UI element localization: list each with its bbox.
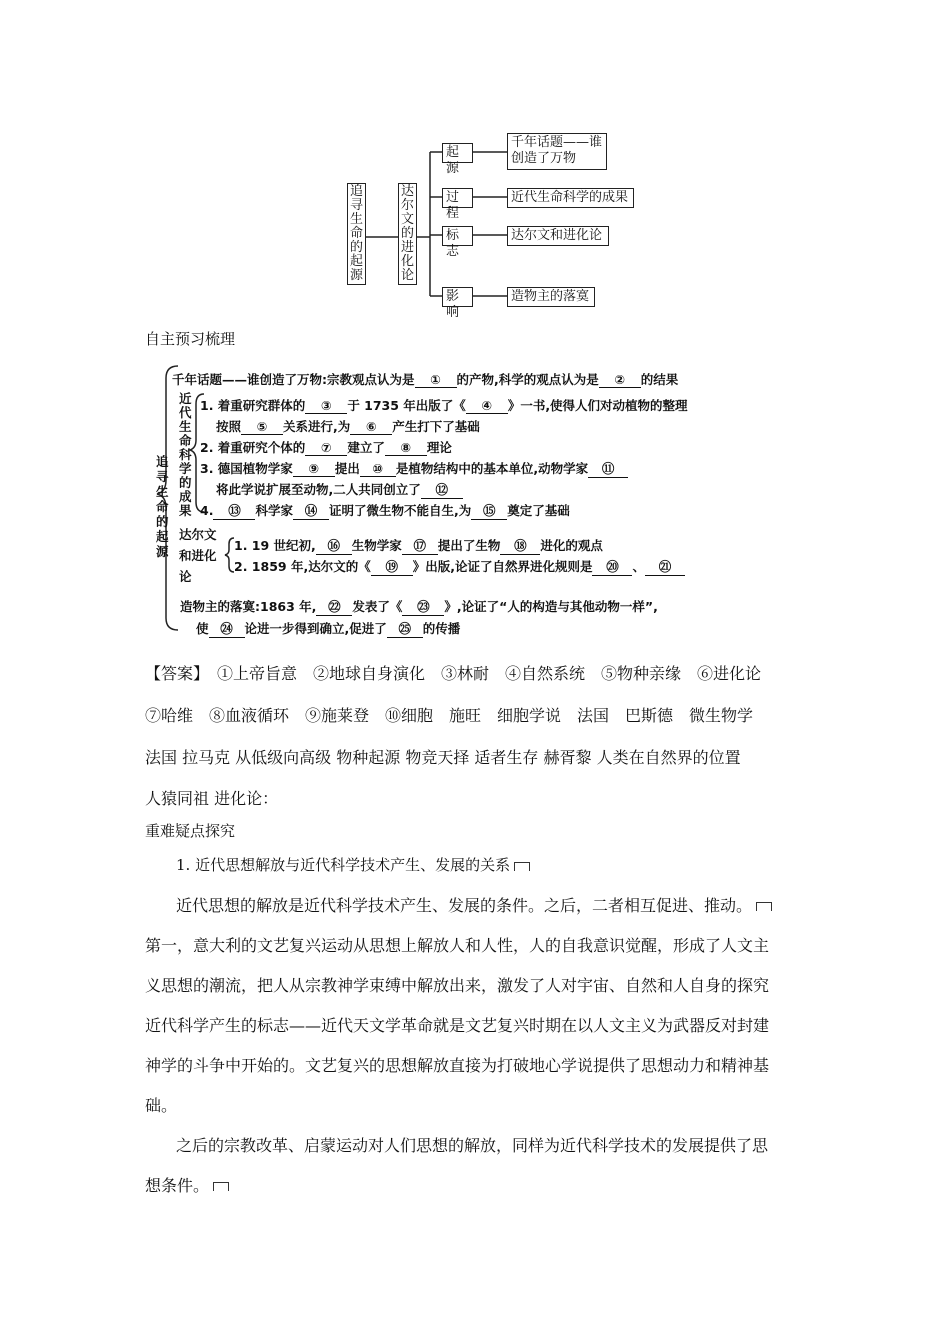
paragraph-2-line-5: 础。	[145, 1096, 178, 1115]
item1-title-text: 1. 近代思想解放与近代科学技术产生、发展的关系	[176, 856, 511, 874]
section-heading-explore: 重难疑点探究	[145, 822, 236, 840]
row-5-text4: 进化的观点	[540, 538, 603, 553]
branch-symbol-label: 标志	[442, 226, 473, 246]
row-1b	[216, 417, 480, 435]
row-7-text2: 发表了《	[352, 599, 403, 614]
row-8	[196, 619, 460, 638]
blank-10[interactable]: ⑩	[360, 461, 396, 477]
row-7-text1: 造物主的落寞:1863 年,	[180, 599, 317, 614]
row-1a-text3: 》一书,使得人们对动植物的整理	[507, 398, 688, 413]
row-topic-text3: 的结果	[640, 372, 679, 387]
branch-impact-label: 影响	[442, 287, 473, 307]
blank-17[interactable]: ⑰	[402, 536, 438, 555]
row-1a	[200, 396, 688, 414]
row-1b-text2: 关系进行,为	[283, 419, 351, 434]
blank-8[interactable]: ⑧	[385, 440, 427, 456]
darwin-label-line3: 论	[179, 569, 192, 584]
paragraph-mark-icon	[213, 1182, 229, 1191]
blank-3[interactable]: ③	[305, 398, 347, 414]
fill-map-root: 追 寻 生 命 的 起 源	[156, 454, 169, 559]
blank-1[interactable]: ①	[415, 372, 457, 388]
answer-line-3: 法国 拉马克 从低级向高级 物种起源 物竞天择 适者生存 赫胥黎 人类在自然界的位置	[145, 748, 741, 767]
row-1b-text3: 产生打下了基础	[392, 419, 480, 434]
blank-25[interactable]: ㉕	[387, 619, 423, 638]
row-1a-text2: 于 1735 年出版了《	[347, 398, 466, 413]
row-2-text1: 2. 着重研究个体的	[200, 440, 306, 455]
row-4-text2: 科学家	[255, 503, 293, 518]
row-8-text3: 的传播	[422, 621, 461, 636]
row-1a-text1: 1. 着重研究群体的	[200, 398, 306, 413]
blank-23[interactable]: ㉓	[402, 597, 444, 616]
row-3b-text1: 将此学说扩展至动物,二人共同创立了	[216, 482, 421, 497]
branch-impact-content: 造物主的落寞	[507, 287, 595, 307]
row-topic	[172, 370, 678, 388]
answer-line-4: 人猿同祖 进化论：	[145, 789, 279, 808]
row-2-text3: 理论	[426, 440, 452, 455]
section-heading-preview: 自主预习梳理	[145, 330, 236, 348]
branch-origin-label: 起源	[442, 143, 473, 163]
blank-22[interactable]: ㉒	[316, 597, 352, 616]
row-5-text1: 1. 19 世纪初,	[234, 538, 316, 553]
row-3a-text3: 是植物结构中的基本单位,动物学家	[395, 461, 589, 476]
paragraph-2-line-1: 第一，意大利的文艺复兴运动从思想上解放人和人性，人的自我意识觉醒，形成了人文主	[145, 936, 770, 955]
map-root-text: 追 寻 生 命 的 起 源	[349, 184, 363, 283]
blank-14[interactable]: ⑭	[293, 501, 329, 520]
paragraph-3-line-1: 之后的宗教改革、启蒙运动对人们思想的解放，同样为近代科学技术的发展提供了思	[176, 1136, 769, 1155]
item1-title	[176, 854, 530, 875]
blank-2[interactable]: ②	[599, 372, 641, 388]
blank-20[interactable]: ⑳	[592, 557, 632, 576]
row-7	[180, 597, 658, 616]
branch-process-content: 近代生命科学的成果	[507, 188, 634, 208]
blank-18[interactable]: ⑱	[500, 536, 540, 555]
branch-symbol-content: 达尔文和进化论	[507, 226, 609, 246]
row-3a-text1: 3. 德国植物学家	[200, 461, 293, 476]
row-4	[200, 501, 570, 520]
paragraph-3-line-2-text: 想条件。	[145, 1176, 210, 1195]
branch-origin-line1: 千年话题——谁	[511, 135, 603, 150]
paragraph-2-line-3: 近代科学产生的标志——近代天文学革命就是文艺复兴时期在以人文主义为武器反对封建	[145, 1016, 770, 1035]
branch-origin-content	[507, 133, 607, 170]
row-topic-text1: 千年话题——谁创造了万物:宗教观点认为是	[172, 372, 415, 387]
blank-19[interactable]: ⑲	[371, 557, 413, 576]
blank-15[interactable]: ⑮	[471, 501, 507, 520]
row-3a	[200, 459, 628, 478]
row-4-text1: 4.	[200, 503, 214, 518]
blank-11[interactable]: ⑪	[588, 459, 628, 478]
concept-map-connectors	[0, 0, 950, 320]
row-1b-text1: 按照	[216, 419, 242, 434]
row-8-text1: 使	[196, 621, 209, 636]
darwin-label-line2: 和进化	[179, 548, 217, 563]
row-4-text4: 奠定了基础	[507, 503, 570, 518]
row-6	[234, 557, 685, 576]
blank-12[interactable]: ⑫	[421, 480, 463, 499]
row-7-text3: 》,论证了“人的构造与其他动物一样”,	[444, 599, 658, 614]
blank-16[interactable]: ⑯	[316, 536, 352, 555]
darwin-label-line1: 达尔文	[179, 527, 217, 542]
paragraph-3-line-2	[145, 1173, 229, 1196]
branch-process-label: 过程	[442, 188, 473, 208]
row-4-text3: 证明了微生物不能自生,为	[328, 503, 472, 518]
blank-6[interactable]: ⑥	[350, 419, 392, 435]
row-6-text2: 》出版,论证了自然界进化规则是	[412, 559, 593, 574]
paragraph-mark-icon	[514, 862, 530, 871]
blank-7[interactable]: ⑦	[305, 440, 347, 456]
paragraph-2-line-2: 义思想的潮流，把人从宗教神学束缚中解放出来，激发了人对宇宙、自然和人自身的探究	[145, 976, 770, 995]
row-topic-text2: 的产物,科学的观点认为是	[456, 372, 599, 387]
row-6-text1: 2. 1859 年,达尔文的《	[234, 559, 371, 574]
blank-5[interactable]: ⑤	[241, 419, 283, 435]
blank-13[interactable]: ⑬	[213, 501, 255, 520]
row-2-text2: 建立了	[347, 440, 385, 455]
map-mid-text: 达 尔 文 的 进 化 论	[400, 184, 414, 283]
blank-4[interactable]: ④	[466, 398, 508, 414]
paragraph-1-text: 近代思想的解放是近代科学技术产生、发展的条件。之后，二者相互促进、推动。	[176, 896, 753, 915]
answer-line-2: ⑦哈维 ⑧血液循环 ⑨施莱登 ⑩细胞 施旺 细胞学说 法国 巴斯德 微生物学	[145, 706, 754, 725]
row-3b	[216, 480, 463, 499]
row-5-text2: 生物学家	[351, 538, 402, 553]
row-3a-text2: 提出	[334, 461, 360, 476]
blank-21[interactable]: ㉑	[645, 557, 685, 576]
answer-line-1: 【答案】 ①上帝旨意 ②地球自身演化 ③林耐 ④自然系统 ⑤物种亲缘 ⑥进化论	[145, 664, 762, 683]
row-5	[234, 536, 603, 555]
paragraph-mark-icon	[756, 902, 772, 911]
blank-24[interactable]: ㉔	[209, 619, 245, 638]
map-mid-box	[398, 183, 417, 285]
row-6-text3: 、	[632, 559, 645, 574]
row-5-text3: 提出了生物	[437, 538, 501, 553]
paragraph-2-line-4: 神学的斗争中开始的。文艺复兴的思想解放直接为打破地心学说提供了思想动力和精神基	[145, 1056, 770, 1075]
row-8-text2: 论进一步得到确立,促进了	[244, 621, 387, 636]
row-2	[200, 438, 452, 456]
map-root-box	[347, 183, 366, 285]
branch-origin-line2: 创造了万物	[511, 151, 577, 166]
paragraph-1	[176, 893, 772, 916]
fill-map-group-label: 近 代 生 命 科 学 的 成 果	[179, 391, 192, 518]
blank-9[interactable]: ⑨	[293, 461, 335, 477]
